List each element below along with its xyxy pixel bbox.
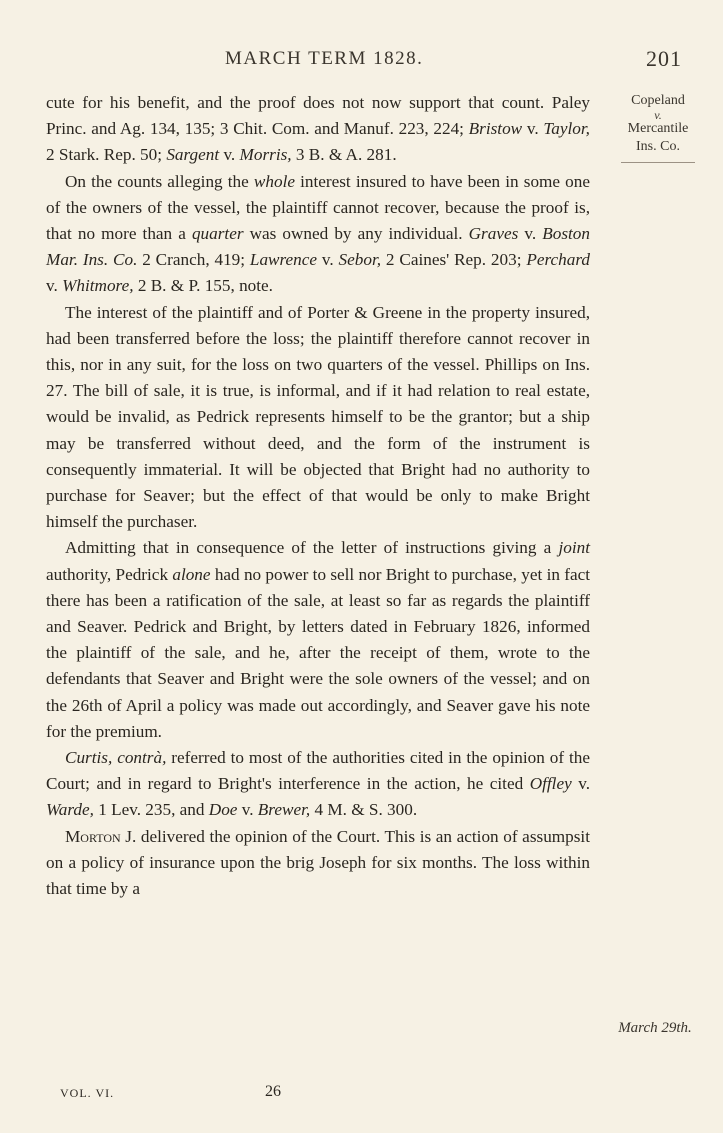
margin-note-line: Copeland bbox=[631, 93, 685, 108]
paragraph-3 bbox=[46, 300, 590, 536]
case-name: Brewer, bbox=[257, 800, 311, 820]
case-name: Lawrence bbox=[249, 250, 318, 270]
text-run: 2 Caines' Rep. 203; bbox=[381, 250, 527, 270]
margin-note-line: v. bbox=[654, 108, 662, 122]
case-name: Graves bbox=[468, 224, 519, 244]
signature-mark: 26 bbox=[265, 1083, 281, 1100]
text-run: 2 Stark. Rep. 50; bbox=[46, 145, 167, 165]
text-run: v. bbox=[317, 250, 339, 270]
text-run: v. bbox=[237, 800, 258, 820]
text-run: v. bbox=[571, 774, 590, 794]
paragraph-4 bbox=[46, 535, 590, 745]
case-name: Doe bbox=[208, 800, 238, 820]
case-name: Boston Mar. Ins. Co. bbox=[46, 224, 590, 270]
case-name: Sargent bbox=[166, 145, 220, 165]
text-run: cute for his benefit, and the proof does not now support that count. Paley Princ. and Ag. 134, 135; 3 Chit. Com. and Manuf. 223, 224; bbox=[46, 93, 590, 139]
text-run: 3 B. & A. 281. bbox=[291, 145, 397, 165]
case-name: Bristow bbox=[468, 119, 523, 139]
margin-note-line: Ins. Co. bbox=[636, 139, 680, 154]
paragraph-6 bbox=[46, 824, 590, 903]
emphasis: alone bbox=[172, 564, 211, 584]
page-number: 201 bbox=[646, 46, 682, 71]
volume-mark: VOL. VI. bbox=[60, 1086, 115, 1100]
text-run: The interest of the plaintiff and of Porter & Greene in the property insured, had been transferred before the loss; the plaintiff therefore cannot recover in this, nor in any suit, for the loss on two quarters of the vessel. Phillips on Ins. 27. The bill of sale, it is true, is informal, and if it had relation to real estate, would be invalid, as Pedrick represents himself to be the grantor; but a ship may be transferred without deed, and the form of the instrument is consequently immaterial. It will be objected that Bright had no authority to purchase for Seaver; but the effect of that would be only to make Bright himself the purchaser. bbox=[46, 302, 590, 532]
text-run: referred to most of the authorities cited in the opinion of the Court; and in regard to Bright's interference in the action, he cited bbox=[46, 748, 591, 794]
margin-note-line: Mercantile bbox=[627, 121, 689, 136]
paragraph-5 bbox=[46, 745, 590, 824]
running-title: MARCH TERM 1828. bbox=[225, 48, 424, 69]
text-run: J. delivered the opinion of the Court. This is an action of assumpsit on a policy of insurance upon the brig Joseph for six months. The loss within that time by a bbox=[46, 826, 590, 899]
text-run: was owned by any individual. bbox=[243, 224, 469, 244]
text-run: On the counts alleging the bbox=[65, 171, 254, 191]
emphasis: joint bbox=[558, 538, 590, 558]
case-name: Warde, bbox=[46, 800, 94, 820]
text-run: 4 M. & S. 300. bbox=[310, 800, 418, 820]
paragraph-1 bbox=[46, 90, 590, 169]
margin-note-rule bbox=[621, 162, 695, 163]
case-name: Morris, bbox=[239, 145, 292, 165]
text-run: interest insured to have been in some one of the owners of the vessel, the plaintiff cannot recover, because the proof is, that no more than a bbox=[46, 171, 590, 244]
text-run: v. bbox=[46, 276, 63, 296]
emphasis: whole bbox=[253, 171, 295, 191]
main-text bbox=[46, 90, 590, 902]
case-name: Perchard bbox=[526, 250, 590, 270]
text-run: authority, Pedrick bbox=[46, 564, 173, 584]
text-run: v. bbox=[219, 145, 240, 165]
text-run: Admitting that in consequence of the letter of instructions giving a bbox=[65, 538, 559, 558]
margin-note bbox=[604, 92, 712, 163]
case-name: Sebor, bbox=[338, 250, 382, 270]
date-note: March 29th. bbox=[618, 1020, 692, 1036]
page-header bbox=[0, 44, 723, 74]
case-name: Taylor, bbox=[543, 119, 590, 139]
counsel-name: Curtis, contrà, bbox=[65, 748, 167, 768]
judge-name: Morton bbox=[65, 826, 121, 846]
text-run: 2 B. & P. 155, note. bbox=[133, 276, 273, 296]
text-run: 1 Lev. 235, and bbox=[93, 800, 209, 820]
page-footer bbox=[0, 1083, 723, 1108]
case-name: Offley bbox=[529, 774, 572, 794]
case-name: Whitmore, bbox=[62, 276, 134, 296]
text-run: v. bbox=[522, 119, 544, 139]
emphasis: quarter bbox=[191, 224, 244, 244]
text-run: v. bbox=[518, 224, 543, 244]
text-run: had no power to sell nor Bright to purchase, yet in fact there has been a ratification of the sale, at least so far as regards the plaintiff and Seaver. Pedrick and Bright, by letters dated in February 1826, informed the plaintiff of the sale, and he, after the receipt of them, wrote to the defendants that Seaver and Bright were the sole owners of the vessel; and on the 26th of April a policy was made out accordingly, and Seaver gave his note for the premium. bbox=[46, 564, 590, 741]
text-run: 2 Cranch, 419; bbox=[137, 250, 250, 270]
paragraph-2 bbox=[46, 169, 590, 300]
